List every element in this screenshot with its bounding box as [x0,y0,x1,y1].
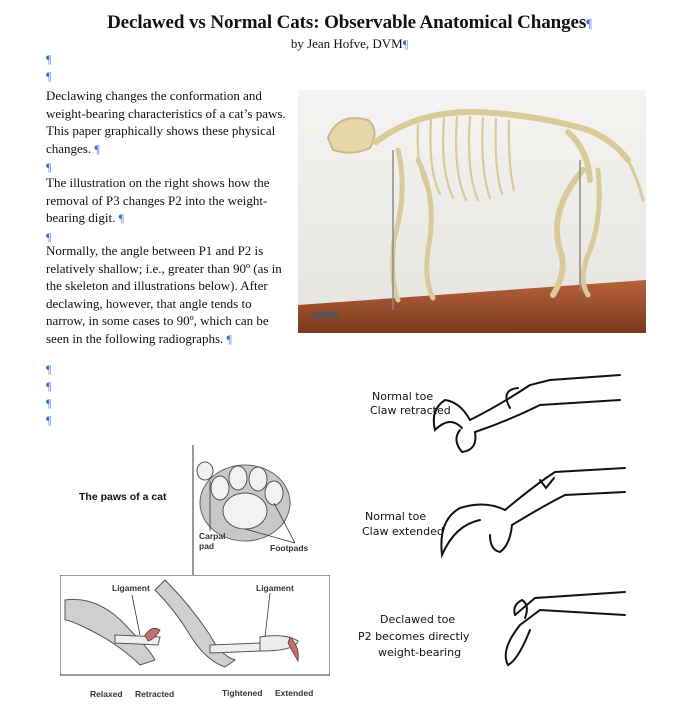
retracted-label: Retracted [135,689,175,699]
sketch-label-declawed-3: weight-bearing [378,646,462,659]
paragraph-1 [46,87,286,177]
sketch-label-declawed-1: Declawed toe [380,613,456,626]
pilcrow-mark: ¶ [226,331,232,346]
extended-label: Extended [275,688,314,698]
toe-sketch-illustration [340,360,640,700]
pilcrow-mark: ¶ [94,141,100,156]
pilcrow-mark: ¶ [402,37,409,51]
paragraph-3 [46,242,286,348]
author-text: by Jean Hofve, DVM [290,36,403,51]
cat-skeleton-photo [298,90,646,333]
tightened-label: Tightened [222,688,263,698]
pilcrow-mark: ¶ [46,379,52,393]
sketch-label-declawed-2: P2 becomes directly [358,630,470,643]
paragraph-3-text: Normally, the angle between P1 and P2 is relatively shallow; i.e., greater than 90º (as in the skeleton and illustrations below). After declawing, however, that angle tends to narrow, in some cases to 90º, which can be seen in the following radiographs. [46,243,282,346]
pilcrow-mark: ¶ [118,211,125,225]
sketch-label-normal-retracted-2: Claw retracted [370,404,451,417]
ligament-label-left: Ligament [112,583,150,593]
cat-paw-illustration [60,443,330,583]
carpal-pad-label-2: pad [199,541,215,551]
pilcrow-mark: ¶ [46,413,52,427]
carpal-pad-label-1: Carpal [199,531,226,541]
sketch-label-normal-extended-1: Normal toe [365,510,427,523]
pilcrow-mark: ¶ [46,396,52,410]
paragraph-2-text: The illustration on the right shows how the removal of P3 changes P2 into the weight-bearing digit. [46,175,270,225]
paws-title: The paws of a cat [79,491,167,503]
pilcrow-mark: ¶ [586,16,592,31]
title-text: Declawed vs Normal Cats: Observable Anatomical Changes [107,12,587,33]
ligament-label-right: Ligament [256,583,294,593]
claw-mechanics-illustration [60,575,330,705]
sketch-label-normal-extended-2: Claw extended [362,525,444,538]
pilcrow-mark: ¶ [46,362,52,376]
pilcrow-mark: ¶ [46,69,52,83]
sketch-label-normal-retracted-1: Normal toe [372,390,434,403]
relaxed-label: Relaxed [90,689,123,699]
paragraph-1-text: Declawing changes the conformation and weight-bearing characteristics of a cat’s paws. This paper graphically shows these physical changes. [46,88,286,156]
footpads-label: Footpads [270,543,309,553]
pilcrow-mark: ¶ [46,229,52,244]
pilcrow-mark: ¶ [46,160,52,174]
document-title [0,12,699,34]
paragraph-2 [46,174,286,246]
pilcrow-mark: ¶ [46,52,52,66]
document-author [0,36,699,52]
